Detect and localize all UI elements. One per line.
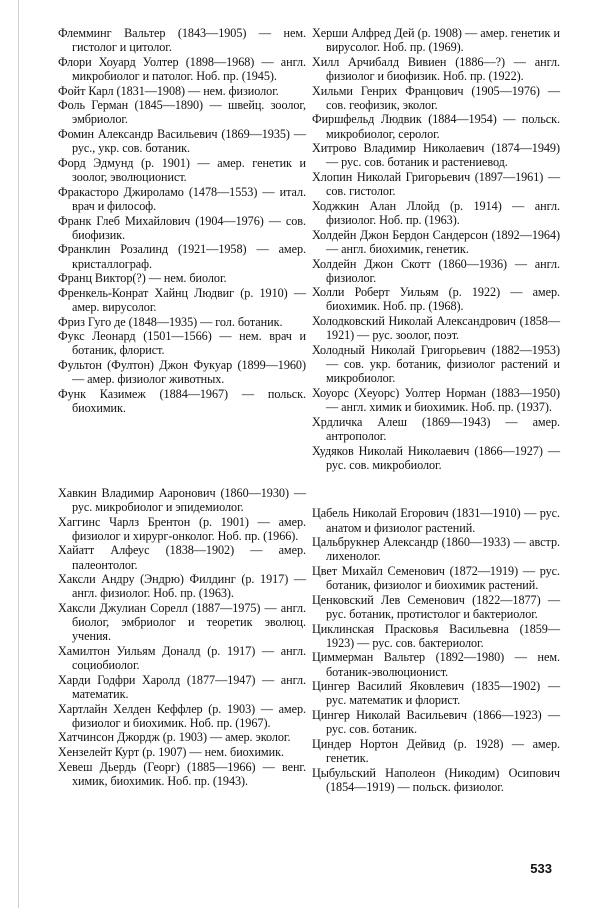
section-ts-list bbox=[312, 506, 560, 794]
entry-funk: Функ Казимеж (1884—1967) — польск. биохимик. bbox=[58, 386, 306, 416]
entry-khenzeleit: Хензелейт Курт (р. 1907) — нем. биохимик. bbox=[58, 745, 284, 760]
entry-fuks: Фукс Леонард (1501—1566) — нем. врач и ботаник, флорист. bbox=[58, 329, 306, 358]
entry-kholodny: Холодный Николай Григорьевич (1882—1953) — сов. укр. ботаник, физиолог растений и микробиолог. bbox=[312, 342, 560, 386]
entry-friz: Фриз Гуго де (1848—1935) — гол. ботаник. bbox=[58, 314, 283, 329]
entry-khartlain: Хартлайн Хелден Кеффлер (р. 1903) — амер. физиолог и биохимик. Ноб. пр. (1967). bbox=[58, 701, 306, 730]
entry-khrdlichka: Хрдличка Алеш (1869—1943) — амер. антрополог. bbox=[312, 414, 560, 443]
entry-khudiakov: Худяков Николай Николаевич (1866—1927) — рус. сов. микробиолог. bbox=[312, 443, 560, 472]
entry-flemming: Флемминг Вальтер (1843—1905) — нем. гистолог и цитолог. bbox=[58, 26, 306, 55]
entry-tsalbrukner: Цальбрукнер Александр (1860—1933) — австр. лихенолог. bbox=[312, 535, 560, 564]
entry-franz: Франц Виктор(?) — нем. биолог. bbox=[58, 271, 227, 286]
entry-tsenkovsky: Ценковский Лев Семенович (1822—1877) — рус. ботаник, протистолог и бактериолог. bbox=[312, 592, 560, 621]
entry-tsinder: Циндер Нортон Дейвид (р. 1928) — амер. генетик. bbox=[312, 736, 560, 765]
right-column bbox=[312, 26, 560, 794]
entry-tsimmerman: Циммерман Вальтер (1892—1980) — нем. ботаник-эволюционист. bbox=[312, 650, 560, 679]
section-gap bbox=[58, 416, 306, 486]
entry-khaksli-julian: Хаксли Джулиан Сорелл (1887—1975) — англ. биолог, эмбриолог и теоретик эволюц. учения. bbox=[58, 600, 306, 644]
entry-kholdein-john-b: Холдейн Джон Бердон Сандерсон (1892—1964) — англ. биохимик, генетик. bbox=[312, 227, 560, 256]
entry-khaksli-andru: Хаксли Андру (Эндрю) Филдинг (р. 1917) — англ. физиолог. Ноб. пр. (1963). bbox=[58, 572, 306, 601]
entry-khitrovo: Хитрово Владимир Николаевич (1874—1949) — рус. сов. ботаник и растениевод. bbox=[312, 141, 560, 170]
entry-khill: Хилл Арчибалд Вивиен (1886—?) — англ. физиолог и биофизик. Ноб. пр. (1922). bbox=[312, 54, 560, 83]
entry-tsiklinskaia: Циклинская Прасковья Васильевна (1859—1923) — рус. сов. бактериолог. bbox=[312, 621, 560, 650]
section-f-list bbox=[58, 26, 306, 415]
entry-khaiatt: Хайатт Алфеус (1838—1902) — амер. палеонтолог. bbox=[58, 543, 306, 572]
page-number: 533 bbox=[530, 861, 552, 876]
entry-ford: Форд Эдмунд (р. 1901) — амер. генетик и зоолог, эволюционист. bbox=[58, 155, 306, 185]
entry-khodzhkin: Ходжкин Алан Ллойд (р. 1914) — англ. физиолог. Ноб. пр. (1963). bbox=[312, 198, 560, 228]
entry-foit: Фойт Карл (1831—1908) — нем. физиолог. bbox=[58, 83, 279, 98]
entry-khevesh: Хевеш Дьердь (Георг) (1885—1966) — венг. химик, биохимик. Ноб. пр. (1943). bbox=[58, 759, 306, 788]
entry-khlopin: Хлопин Николай Григорьевич (1897—1961) — сов. гистолог. bbox=[312, 170, 560, 199]
entry-khoyors: Хоуорс (Хеуорс) Уолтер Норман (1883—1950) — англ. химик и биохимик. Ноб. пр. (1937). bbox=[312, 385, 560, 415]
entry-fulton: Фультон (Фултон) Джон Фукуар (1899—1960) — амер. физиолог животных. bbox=[58, 358, 306, 387]
entry-khaggins: Хаггинс Чарлз Брентон (р. 1901) — амер. физиолог и хирург-онколог. Ноб. пр. (1966). bbox=[58, 514, 306, 543]
entry-frank: Франк Глеб Михайлович (1904—1976) — сов. биофизик. bbox=[58, 213, 306, 242]
entry-khatchinson: Хатчинсон Джордж (р. 1903) — амер. эколог. bbox=[58, 730, 291, 745]
entry-khershi: Херши Алфред Дей (р. 1908) — амер. генетик и вирусолог. Ноб. пр. (1969). bbox=[312, 26, 560, 55]
entry-fomin: Фомин Александр Васильевич (1869—1935) — рус., укр. сов. ботаник. bbox=[58, 127, 306, 156]
entry-frenkel-konrat: Френкель-Конрат Хайнц Людвиг (р. 1910) — амер. вирусолог. bbox=[58, 285, 306, 314]
entry-kholli: Холли Роберт Уильям (р. 1922) — амер. биохимик. Ноб. пр. (1968). bbox=[312, 285, 560, 314]
entry-kholdein-john-s: Холдейн Джон Скотт (1860—1936) — англ. физиолог. bbox=[312, 256, 560, 285]
entry-tsinger-vasily: Цингер Василий Яковлевич (1835—1902) — рус. математик и флорист. bbox=[312, 679, 560, 708]
entry-firshfeld: Фиршфельд Людвик (1884—1954) — польск. микробиолог, серолог. bbox=[312, 112, 560, 141]
entry-khamilton: Хамилтон Уильям Доналд (р. 1917) — англ. социобиолог. bbox=[58, 643, 306, 673]
entry-frakastoro: Фракасторо Джироламо (1478—1553) — итал. врач и философ. bbox=[58, 184, 306, 213]
entry-kholodkovsky: Холодковский Николай Александрович (1858—1921) — рус. зоолог, поэт. bbox=[312, 314, 560, 343]
entry-franklin: Франклин Розалинд (1921—1958) — амер. кристаллограф. bbox=[58, 242, 306, 271]
entry-khavkin: Хавкин Владимир Ааронович (1860—1930) — рус. микробиолог и эпидемиолог. bbox=[58, 485, 306, 514]
left-column bbox=[58, 26, 306, 789]
entry-tsinger-nikolai: Цингер Николай Васильевич (1866—1923) — рус. сов. ботаник. bbox=[312, 708, 560, 737]
entry-khilmi: Хильми Генрих Францович (1905—1976) — сов. геофизик, эколог. bbox=[312, 83, 560, 112]
entry-tsybulsky: Цыбульский Наполеон (Никодим) Осипович (1854—1919) — польск. физиолог. bbox=[312, 765, 560, 794]
section-h-list bbox=[58, 486, 306, 788]
section-gap bbox=[312, 472, 560, 506]
entry-flori: Флори Хоуард Уолтер (1898—1968) — англ. микробиолог и патолог. Ноб. пр. (1945). bbox=[58, 54, 306, 83]
section-h-continued-list bbox=[312, 26, 560, 472]
entry-tsabel: Цабель Николай Егорович (1831—1910) — рус. анатом и физиолог растений. bbox=[312, 506, 560, 535]
entry-tsvet: Цвет Михайл Семенович (1872—1919) — рус. ботаник, физиолог и биохимик растений. bbox=[312, 563, 560, 593]
entry-fol: Фоль Герман (1845—1890) — швейц. зоолог, эмбриолог. bbox=[58, 98, 306, 127]
scan-binding-edge bbox=[18, 0, 19, 908]
entry-khardi: Харди Годфри Харолд (1877—1947) — англ. математик. bbox=[58, 672, 306, 701]
